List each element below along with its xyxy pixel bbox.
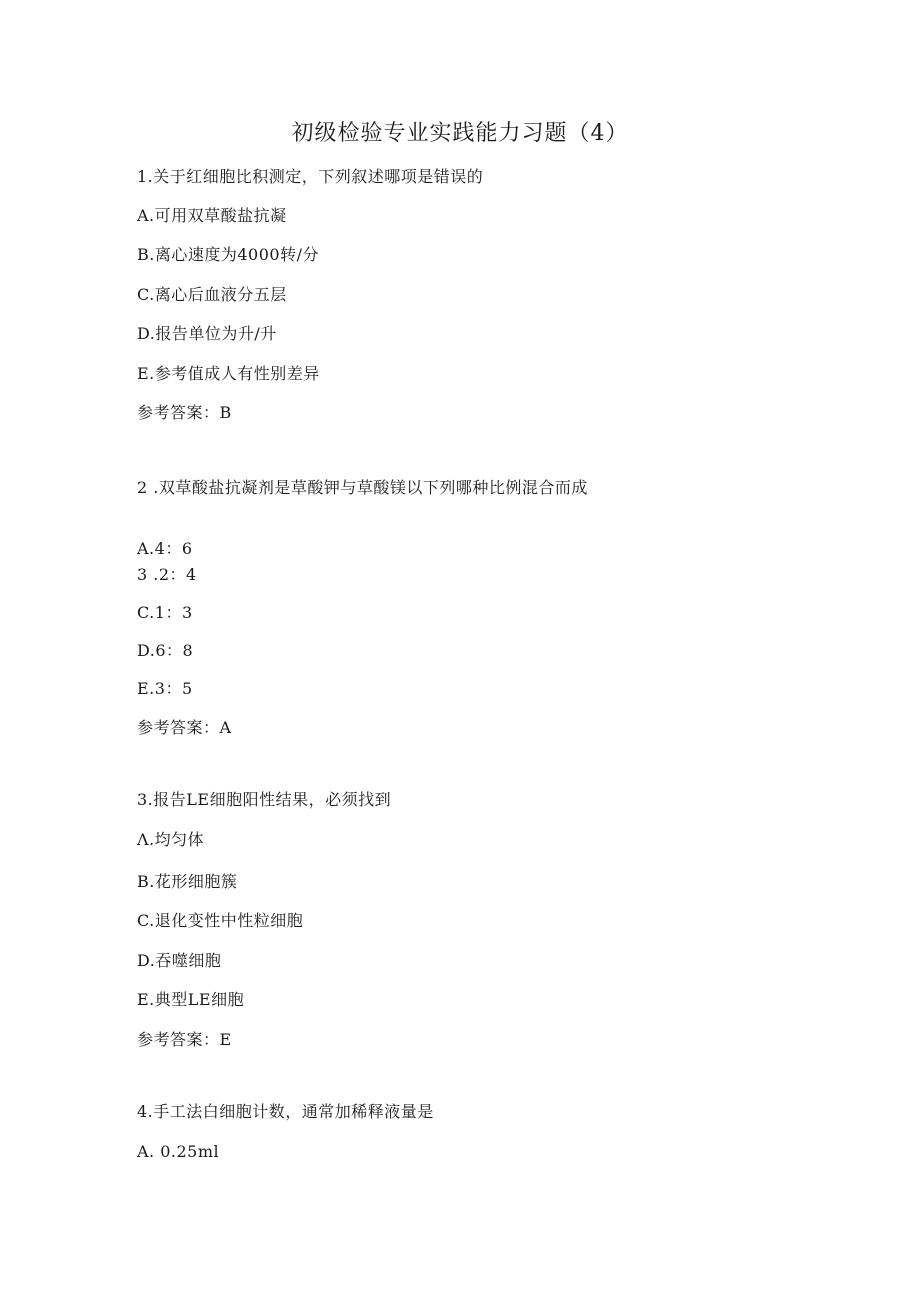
question-1-option-a: A.可用双草酸盐抗凝 (137, 206, 287, 225)
question-1-stem: 1.关于红细胞比积测定，下列叙述哪项是错误的 (137, 167, 484, 186)
question-3-option-d: D.吞噬细胞 (137, 951, 222, 970)
question-2-option-b: 3 .2：4 (137, 565, 197, 584)
question-2-option-e: E.3：5 (137, 679, 193, 698)
question-1-option-c: C.离心后血液分五层 (137, 285, 287, 304)
question-2-option-d: D.6：8 (137, 641, 194, 660)
question-2-stem: 2 .双草酸盐抗凝剂是草酸钾与草酸镁以下列哪种比例混合而成 (137, 478, 588, 497)
question-3-stem: 3.报告LE细胞阳性结果，必须找到 (137, 790, 392, 809)
question-1-option-e: E.参考值成人有性别差异 (137, 364, 320, 383)
question-4-option-a: A. 0.25ml (137, 1142, 220, 1161)
question-3-option-c: C.退化变性中性粒细胞 (137, 911, 304, 930)
question-2-answer: 参考答案：A (137, 718, 232, 737)
question-3-option-b: B.花形细胞簇 (137, 872, 238, 891)
question-2-option-c: C.1：3 (137, 603, 193, 622)
question-3-option-a: Λ.均匀体 (137, 830, 205, 849)
question-3-answer: 参考答案：E (137, 1030, 232, 1049)
page-title: 初级检验专业实践能力习题（4） (291, 121, 629, 146)
question-1-option-b: B.离心速度为4000转/分 (137, 245, 319, 264)
question-4-stem: 4.手工法白细胞计数，通常加稀释液量是 (137, 1102, 434, 1121)
question-1-option-d: D.报告单位为升/升 (137, 324, 277, 343)
question-1-answer: 参考答案：B (137, 403, 232, 422)
question-2-option-a: A.4：6 (137, 539, 193, 558)
question-3-option-e: E.典型LE细胞 (137, 990, 245, 1009)
